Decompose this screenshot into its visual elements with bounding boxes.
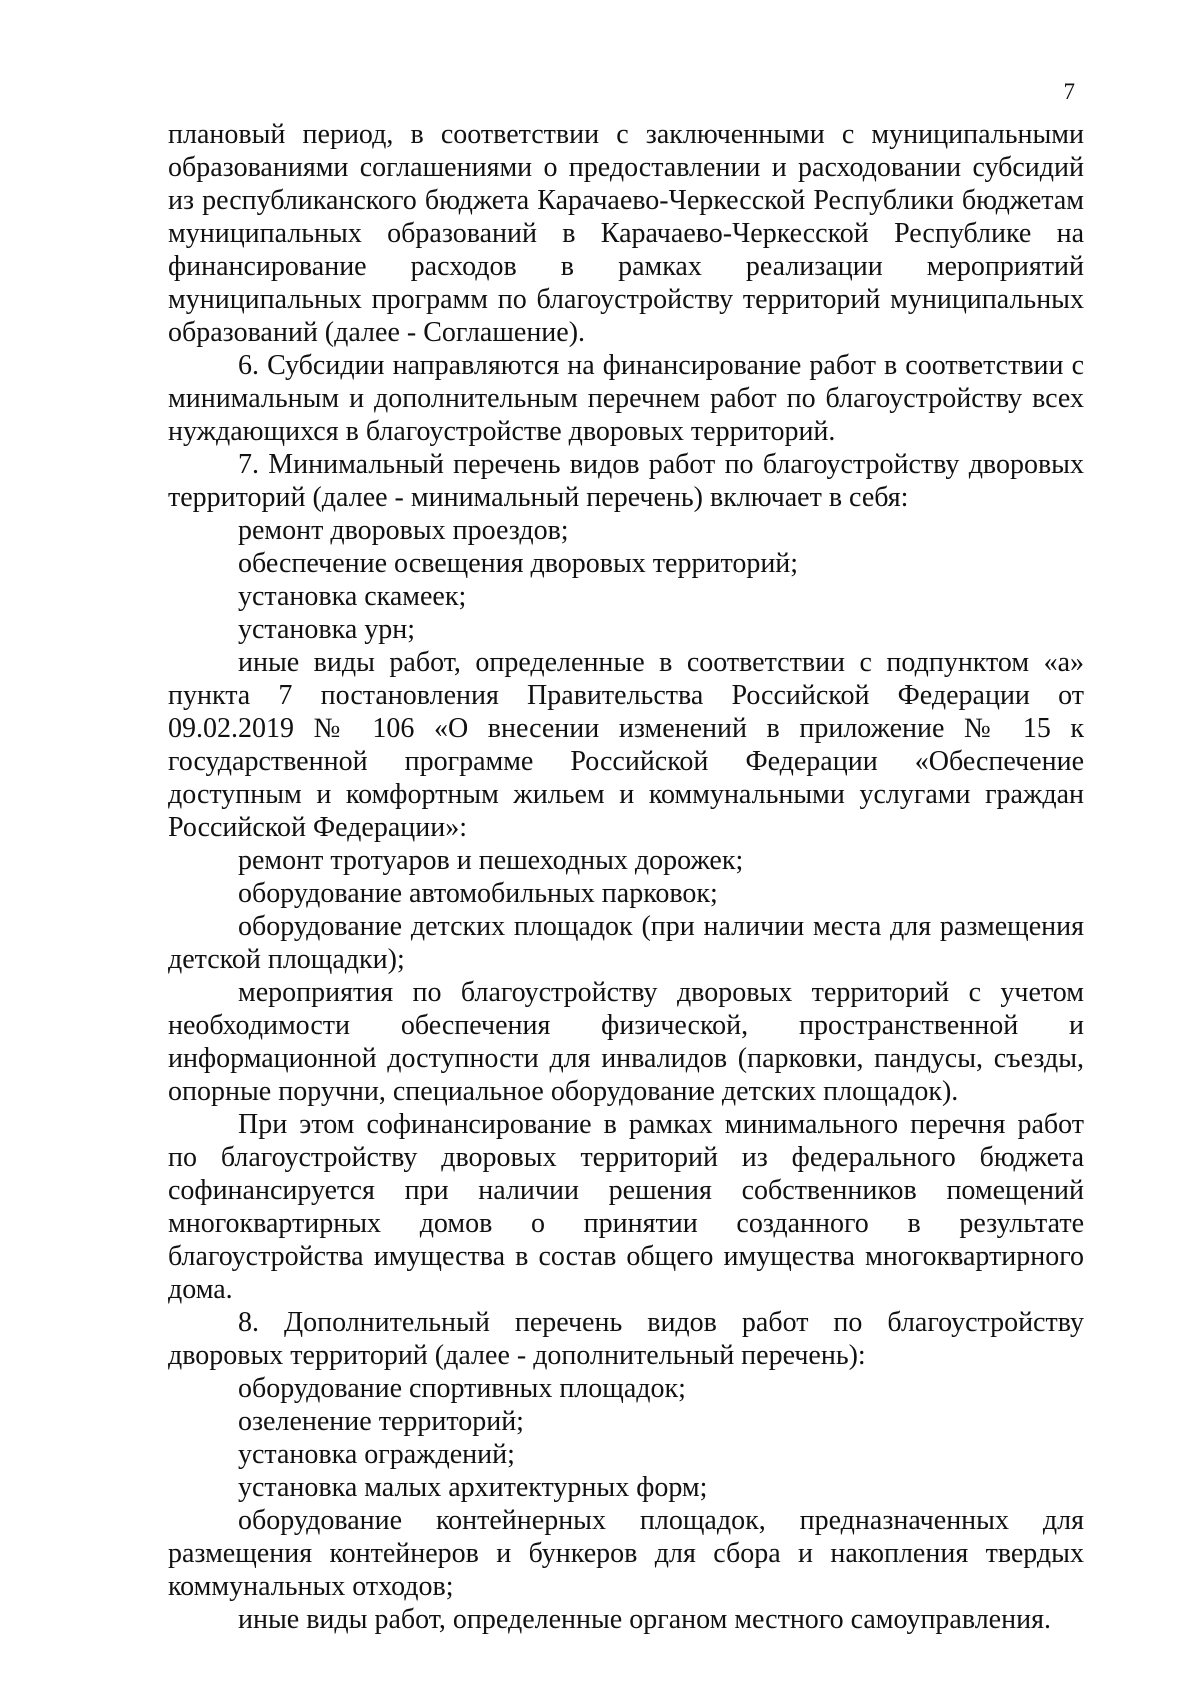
document-body	[168, 118, 1084, 1636]
paragraph-10: оборудование детских площадок (при наличии места для размещения детской площадки);	[168, 911, 1084, 975]
paragraph-13: 8. Дополнительный перечень видов работ по благоустройству дворовых территорий (далее - дополнительный перечень):	[168, 1307, 1084, 1371]
paragraph-11: мероприятия по благоустройству дворовых территорий с учетом необходимости обеспечения физической, пространственной и информационной доступности для инвалидов (парковки, пандусы, съезды, опорные поручни, специальное оборудование детских площадок).	[168, 977, 1084, 1107]
list-item: установка ограждений;	[238, 1439, 515, 1470]
page-number: 7	[1063, 79, 1075, 104]
list-item: установка скамеек;	[238, 581, 467, 612]
paragraph-12: При этом софинансирование в рамках минимального перечня работ по благоустройству дворовых территорий из федерального бюджета софинансируется при наличии решения собственников помещений многоквартирных домов о принятии созданного в результате благоустройства имущества в состав общего имущества многоквартирного дома.	[168, 1109, 1084, 1305]
list-item: иные виды работ, определенные органом местного самоуправления.	[238, 1604, 1051, 1635]
list-item: ремонт дворовых проездов;	[238, 515, 569, 546]
list-item: установка малых архитектурных форм;	[238, 1472, 708, 1503]
paragraph-7: иные виды работ, определенные в соответствии с подпунктом «а» пункта 7 постановления Правительства Российской Федерации от 09.02.2019 № 106 «О внесении изменений в приложение № 15 к государственной программе Российской Федерации «Обеспечение доступным и комфортным жильем и коммунальными услугами граждан Российской Федерации»:	[168, 647, 1084, 843]
list-item: озеленение территорий;	[238, 1406, 524, 1437]
list-item: оборудование спортивных площадок;	[238, 1373, 686, 1404]
list-item: ремонт тротуаров и пешеходных дорожек;	[238, 845, 744, 876]
list-item: оборудование автомобильных парковок;	[238, 878, 718, 909]
paragraph-1: 6. Субсидии направляются на финансирование работ в соответствии с минимальным и дополнительным перечнем работ по благоустройству всех нуждающихся в благоустройстве дворовых территорий.	[168, 350, 1084, 447]
paragraph-2: 7. Минимальный перечень видов работ по благоустройству дворовых территорий (далее - минимальный перечень) включает в себя:	[168, 449, 1084, 513]
list-item: установка урн;	[238, 614, 416, 645]
paragraph-18: оборудование контейнерных площадок, предназначенных для размещения контейнеров и бункеров для сбора и накопления твердых коммунальных отходов;	[168, 1505, 1084, 1602]
paragraph-0: плановый период, в соответствии с заключенными с муниципальными образованиями соглашениями о предоставлении и расходовании субсидий из республиканского бюджета Карачаево-Черкесской Республики бюджетам муниципальных образований в Карачаево-Черкесской Республике на финансирование расходов в рамках реализации мероприятий муниципальных программ по благоустройству территорий муниципальных образований (далее - Соглашение).	[168, 119, 1084, 348]
list-item: обеспечение освещения дворовых территорий;	[238, 548, 799, 579]
